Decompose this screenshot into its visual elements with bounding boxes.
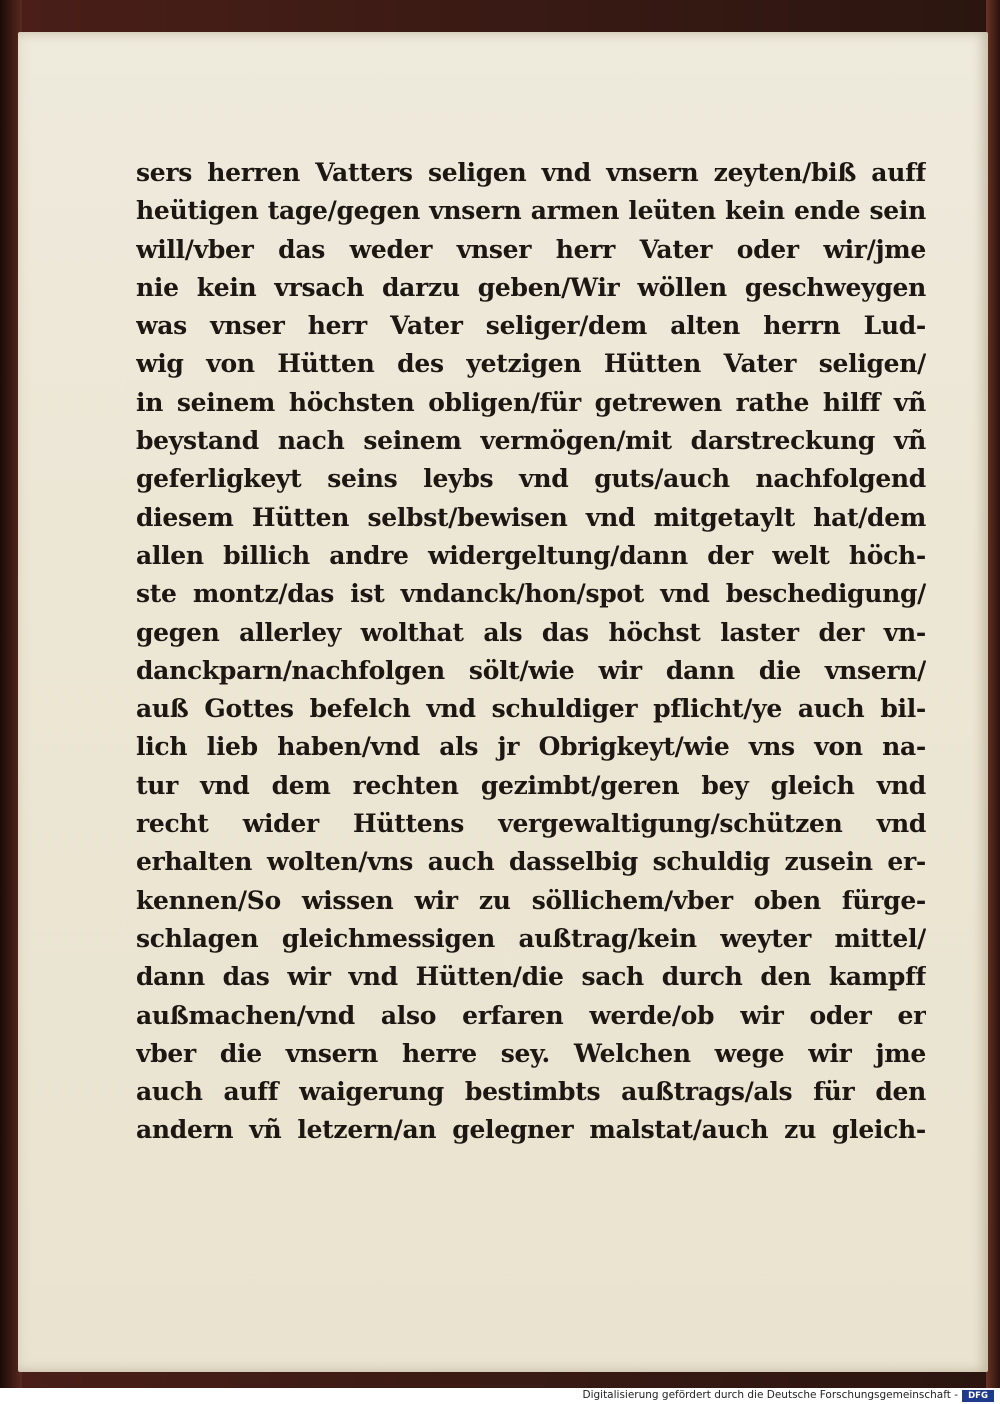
text-line: schlagen gleichmessigen außtrag/kein weyter mittel/ <box>136 923 926 953</box>
text-line: auß Gottes befelch vnd schuldiger pflicht/ye auch bil- <box>136 694 926 724</box>
text-line: beystand nach seinem vermögen/mit darstreckung vñ <box>136 426 926 456</box>
footer-bar <box>0 1388 1000 1404</box>
text-line: sers herren Vatters seligen vnd vnsern zeyten/biß auff <box>136 158 926 187</box>
text-line: erhalten wolten/vns auch dasselbig schuldig zusein er- <box>136 847 926 877</box>
text-line: lich lieb haben/vnd als jr Obrigkeyt/wie vns von na- <box>136 732 926 762</box>
text-block <box>136 154 926 1150</box>
text-line: andern vñ letzern/an gelegner malstat/auch zu gleich- <box>136 1115 926 1145</box>
text-line: recht wider Hüttens vergewaltigung/schützen vnd <box>136 809 926 839</box>
text-line: auch auff waigerung bestimbts außtrags/als für den <box>136 1077 926 1107</box>
text-line: danckparn/nachfolgen sölt/wie wir dann die vnsern/ <box>136 655 926 685</box>
text-line: nie kein vrsach darzu geben/Wir wöllen geschweygen <box>136 272 926 302</box>
page-edge <box>986 0 1000 1388</box>
text-line: diesem Hütten selbst/bewisen vnd mitgetaylt hat/dem <box>136 502 926 532</box>
text-line: tur vnd dem rechten gezimbt/geren bey gleich vnd <box>136 770 926 800</box>
text-line: dann das wir vnd Hütten/die sach durch den kampff <box>136 962 926 992</box>
dfg-logo[interactable]: DFG <box>962 1390 994 1402</box>
text-line: geferligkeyt seins leybs vnd guts/auch nachfolgend <box>136 464 926 494</box>
text-line: heütigen tage/gegen vnsern armen leüten kein ende sein <box>136 196 926 226</box>
text-line: außmachen/vnd also erfaren werde/ob wir oder er <box>136 1000 926 1030</box>
book-page <box>18 32 988 1372</box>
text-line: vber die vnsern herre sey. Welchen wege wir jme <box>136 1038 926 1068</box>
funding-credit: Digitalisierung gefördert durch die Deutsche Forschungsgemeinschaft - <box>582 1389 958 1401</box>
text-line: ste montz/das ist vndanck/hon/spot vnd beschedigung/ <box>136 579 926 609</box>
text-line: gegen allerley wolthat als das höchst laster der vn- <box>136 617 926 647</box>
text-line: wig von Hütten des yetzigen Hütten Vater seligen/ <box>136 349 926 379</box>
text-line: kennen/So wissen wir zu söllichem/vber oben fürge- <box>136 885 926 915</box>
text-line: allen billich andre widergeltung/dann der welt höch- <box>136 540 926 570</box>
text-line: was vnser herr Vater seliger/dem alten herrn Lud- <box>136 311 926 341</box>
text-line: will/vber das weder vnser herr Vater oder wir/jme <box>136 234 926 264</box>
text-line: in seinem höchsten obligen/für getrewen rathe hilff vñ <box>136 387 926 417</box>
